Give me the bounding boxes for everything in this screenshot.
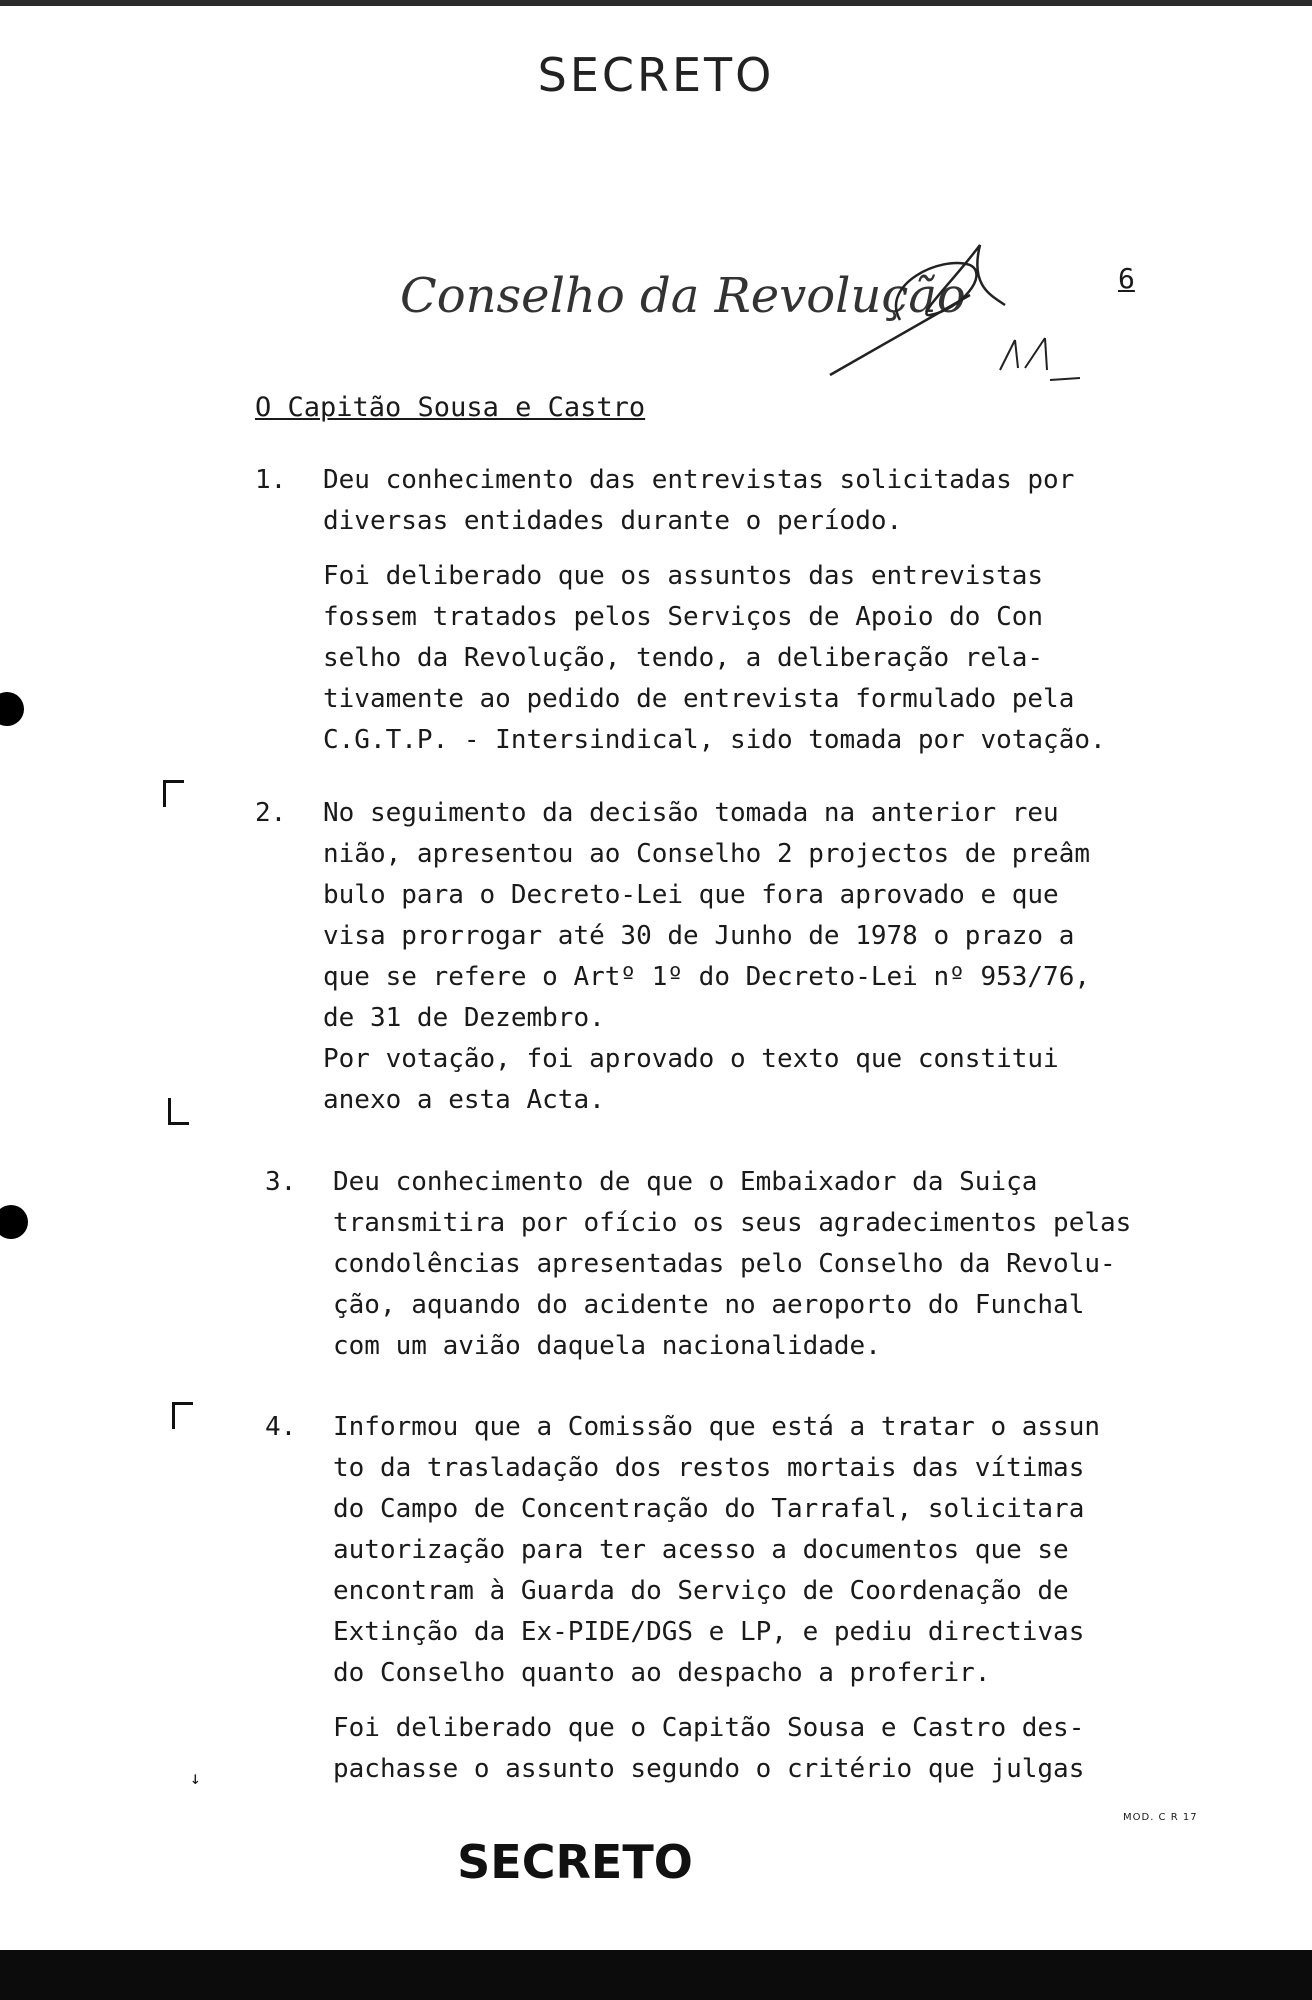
item-line: nião, apresentou ao Conselho 2 projectos de preâm xyxy=(323,839,1091,869)
form-code: MOD. C R 17 xyxy=(1123,1812,1198,1823)
item-line: to da trasladação dos restos mortais das vítimas xyxy=(333,1453,1085,1483)
item-line: de 31 de Dezembro. xyxy=(323,1003,605,1033)
item-body xyxy=(333,1162,1173,1367)
margin-bracket-mark xyxy=(168,1098,189,1125)
classification-header: SECRETO xyxy=(537,48,775,102)
margin-bracket-mark xyxy=(163,780,184,807)
classification-footer: SECRETO xyxy=(457,1835,693,1889)
item-line: fossem tratados pelos Serviços de Apoio do Con xyxy=(323,602,1044,632)
item-line: Deu conhecimento das entrevistas solicitadas por xyxy=(323,465,1075,495)
item-line: anexo a esta Acta. xyxy=(323,1085,605,1115)
item-line: ção, aquando do acidente no aeroporto do Funchal xyxy=(333,1290,1085,1320)
item-line: Foi deliberado que o Capitão Sousa e Castro des- xyxy=(333,1713,1085,1743)
item-line: Por votação, foi aprovado o texto que constitui xyxy=(323,1044,1059,1074)
arrow-down-icon: ↓ xyxy=(190,1768,201,1789)
item-line: Extinção da Ex-PIDE/DGS e LP, e pediu directivas xyxy=(333,1617,1085,1647)
page-number: 6 xyxy=(1118,262,1135,295)
item-line: do Campo de Concentração do Tarrafal, solicitara xyxy=(333,1494,1085,1524)
item-line: encontram à Guarda do Serviço de Coordenação de xyxy=(333,1576,1069,1606)
margin-bracket-mark xyxy=(172,1402,193,1429)
handwritten-initials-icon xyxy=(990,320,1080,390)
item-line: diversas entidades durante o período. xyxy=(323,506,903,536)
item-line: Deu conhecimento de que o Embaixador da Suiça xyxy=(333,1167,1038,1197)
punch-hole xyxy=(0,692,24,726)
item-line: Foi deliberado que os assuntos das entrevistas xyxy=(323,561,1044,591)
top-edge-rule xyxy=(0,0,1312,6)
item-line: que se refere o Artº 1º do Decreto-Lei nº 953/76, xyxy=(323,962,1091,992)
item-body xyxy=(333,1407,1173,1790)
item-line: condolências apresentadas pelo Conselho da Revolu- xyxy=(333,1249,1116,1279)
item-line: No seguimento da decisão tomada na anterior reu xyxy=(323,798,1059,828)
item-body xyxy=(323,793,1163,1121)
scan-bottom-edge xyxy=(0,1950,1312,2000)
item-line: do Conselho quanto ao despacho a proferir. xyxy=(333,1658,991,1688)
item-number: 3. xyxy=(265,1167,297,1197)
item-line: selho da Revolução, tendo, a deliberação rela- xyxy=(323,643,1044,673)
item-line: transmitira por ofício os seus agradecimentos pelas xyxy=(333,1208,1132,1238)
item-line: visa prorrogar até 30 de Junho de 1978 o prazo a xyxy=(323,921,1075,951)
item-line: tivamente ao pedido de entrevista formulado pela xyxy=(323,684,1075,714)
item-line: bulo para o Decreto-Lei que fora aprovado e que xyxy=(323,880,1059,910)
item-line: autorização para ter acesso a documentos que se xyxy=(333,1535,1069,1565)
letterhead-title: Conselho da Revolução xyxy=(400,268,966,324)
item-line: Informou que a Comissão que está a tratar o assun xyxy=(333,1412,1101,1442)
item-line: com um avião daquela nacionalidade. xyxy=(333,1331,881,1361)
item-line: pachasse o assunto segundo o critério que julgas xyxy=(333,1754,1085,1784)
item-line: C.G.T.P. - Intersindical, sido tomada por votação. xyxy=(323,725,1106,755)
speaker-heading: O Capitão Sousa e Castro xyxy=(255,392,646,423)
punch-hole xyxy=(0,1205,28,1239)
item-number: 4. xyxy=(265,1412,297,1442)
item-number: 1. xyxy=(255,465,287,495)
item-number: 2. xyxy=(255,798,287,828)
item-body xyxy=(323,460,1163,761)
